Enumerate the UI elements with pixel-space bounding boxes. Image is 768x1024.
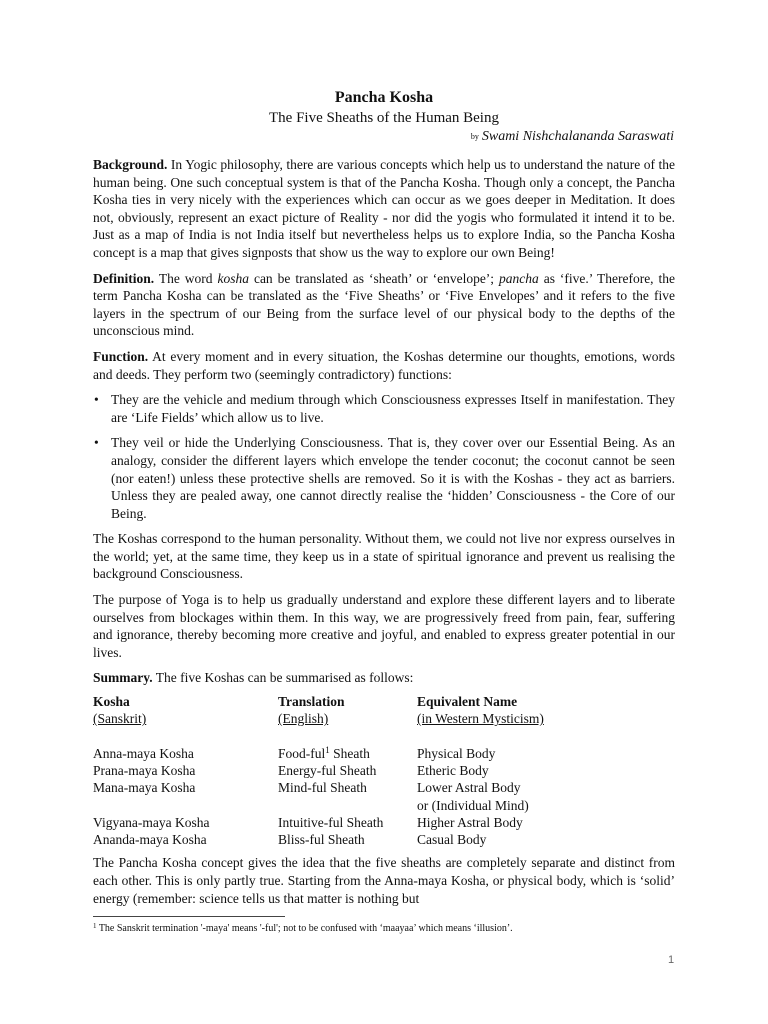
translation-text-rest: Sheath	[329, 745, 370, 761]
definition-label: Definition.	[93, 270, 155, 286]
document-title: Pancha Kosha	[334, 89, 434, 106]
cell-translation: Energy-ful Sheath	[278, 762, 377, 778]
function-bullet-list	[93, 391, 675, 522]
cell-kosha: Ananda-maya Kosha	[93, 832, 207, 848]
cell-equivalent	[417, 779, 675, 814]
table-row	[93, 762, 675, 779]
background-text: In Yogic philosophy, there are various concepts which help us to understand the nature of the human being. One such conceptual system is that of the Pancha Kosha. Though only a concept, the Pancha Kosha ties in very nicely with the experiences which can occur as we goes deeper in Meditation. It does not, obviously, represent an exact picture of Reality - nor did the yogis who formulated it intend it to be. Just as a map of India is not India itself but nevertheless helps us to explore India, so the Pancha Kosha concept is a map that gives signposts that show us the way to explore our own Being!	[93, 157, 675, 260]
bullet-text: They veil or hide the Underlying Consciousness. That is, they cover over our Essential Being. As an analogy, consider the different layers which envelope the tender coconut; the coconut cannot be seen (nor eaten!) unless these protective shells are removed. So it is with the Koshas - they act as barriers. Unless they are pealed away, one cannot directly realise the ‘hidden’ Consciousness - the Core of our Being.	[111, 435, 675, 521]
subheader-translation: (English)	[278, 711, 329, 727]
personality-paragraph: The Koshas correspond to the human personality. Without them, we could not live nor express ourselves in the world; yet, at the same time, they keep us in a state of spiritual ignorance and prevent us realising the background Consciousness.	[93, 531, 675, 582]
bullet-icon: •	[94, 435, 99, 451]
function-label: Function.	[93, 348, 149, 364]
summary-label: Summary.	[93, 670, 153, 686]
cell-translation	[278, 745, 417, 762]
cell-kosha: Mana-maya Kosha	[93, 780, 196, 796]
function-text: At every moment and in every situation, the Koshas determine our thoughts, emotions, words and deeds. They perform two (seemingly contradictory) functions:	[93, 348, 675, 382]
definition-text-3: as ‘five.’ Therefore, the term Pancha Kosha can be translated as the ‘Five Sheaths’ or ‘Five Envelopes’ and it refers to the five layers in the spectrum of our Being from the surface level of our physical body to the depths of the unconscious mind.	[93, 270, 676, 339]
footnote-marker: 1	[325, 744, 330, 755]
kosha-table	[93, 693, 675, 848]
table-row	[93, 814, 675, 831]
table-row	[93, 831, 675, 848]
purpose-paragraph: The purpose of Yoga is to help us gradually understand and explore these different layers and to liberate ourselves from blockages within them. In this way, we are progressively freed from pain, fear, suffering and ignorance, thereby becoming more creative and joyful, and enabled to express greater potential in our lives.	[93, 592, 675, 660]
equivalent-extra: or (Individual Mind)	[417, 797, 529, 813]
cell-equivalent: Physical Body	[417, 745, 496, 761]
cell-equivalent: Casual Body	[417, 832, 487, 848]
author-name: Swami Nishchalananda Saraswati	[481, 129, 674, 144]
cell-equivalent: Higher Astral Body	[417, 814, 523, 830]
list-item	[93, 391, 675, 426]
cell-equivalent: Etheric Body	[417, 762, 489, 778]
footnote	[93, 922, 675, 935]
document-page	[93, 88, 675, 907]
subheader-equivalent: (in Western Mysticism)	[417, 711, 544, 727]
definition-paragraph	[93, 270, 675, 340]
cell-kosha: Anna-maya Kosha	[93, 745, 194, 761]
background-label: Background.	[93, 157, 168, 172]
bullet-icon: •	[94, 392, 99, 408]
cell-translation: Intuitive-ful Sheath	[278, 814, 384, 830]
table-header-row	[93, 693, 675, 710]
equivalent-text: Lower Astral Body	[417, 780, 521, 796]
summary-paragraph	[93, 669, 675, 687]
header-equivalent: Equivalent Name	[417, 694, 518, 710]
summary-text: The five Koshas can be summarised as follows:	[152, 670, 414, 686]
page-number: 1	[668, 954, 675, 966]
definition-term-pancha: pancha	[499, 270, 539, 286]
list-item	[93, 434, 675, 522]
bullet-text: They are the vehicle and medium through which Consciousness expresses Itself in manifestation. They are ‘Life Fields’ which allow us to live.	[111, 392, 675, 425]
definition-text-2: can be translated as ‘sheath’ or ‘envelope’;	[249, 270, 500, 286]
definition-term-kosha: kosha	[217, 270, 249, 286]
table-row	[93, 745, 675, 762]
cell-translation: Mind-ful Sheath	[278, 780, 367, 796]
cell-kosha: Prana-maya Kosha	[93, 762, 196, 778]
header-translation: Translation	[278, 694, 345, 710]
footnote-mark: 1	[93, 922, 97, 930]
cell-translation: Bliss-ful Sheath	[278, 832, 365, 848]
footnote-text: The Sanskrit termination '-maya' means '-ful'; not to be confused with ‘maayaa’ which means ‘illusion’.	[96, 923, 513, 934]
function-paragraph	[93, 348, 675, 383]
byline-by: by	[470, 132, 479, 141]
definition-text-1: The word	[154, 270, 218, 286]
cell-kosha: Vigyana-maya Kosha	[93, 814, 210, 830]
document-subtitle: The Five Sheaths of the Human Being	[269, 110, 499, 126]
header-kosha: Kosha	[93, 694, 130, 710]
subheader-kosha: (Sanskrit)	[93, 711, 147, 727]
table-subheader-row	[93, 710, 675, 727]
translation-text: Food-ful	[278, 745, 326, 761]
table-row	[93, 779, 675, 814]
background-paragraph	[93, 156, 675, 262]
author-byline	[93, 128, 674, 146]
concept-paragraph: The Pancha Kosha concept gives the idea that the five sheaths are completely separate and distinct from each other. This is only partly true. Starting from the Anna-maya Kosha, or physical body, which is ‘solid’ energy (remember: science tells us that matter is nothing but	[93, 855, 675, 906]
footnote-divider	[93, 916, 285, 917]
